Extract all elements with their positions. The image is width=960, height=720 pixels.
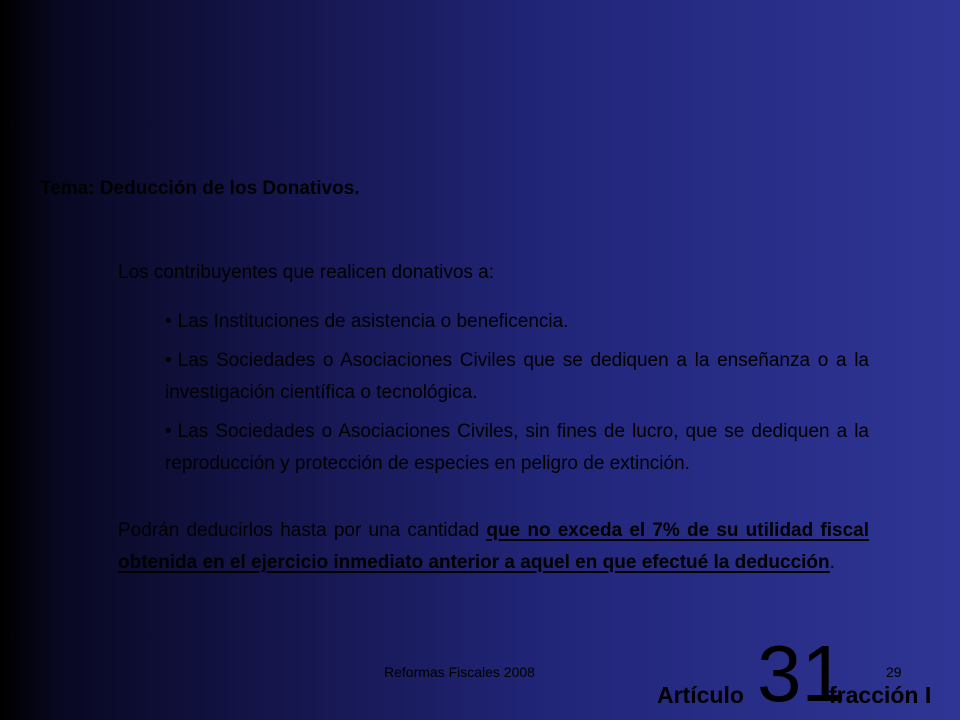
conclusion-highlight: que no exceda el 7% de su utilidad fiscal obtenida en el ejercicio inmediato anterior a aquel en que efectué la deducción (118, 520, 869, 573)
conclusion-tail: . (829, 552, 835, 573)
article-number: 31 (757, 629, 846, 718)
page-number: 29 (886, 664, 902, 680)
bullet-list (165, 306, 869, 487)
bullet-icon: • (165, 350, 172, 371)
bullet-icon: • (165, 421, 172, 442)
article-word: Artículo (657, 682, 744, 708)
list-item (165, 306, 869, 338)
list-item (165, 416, 869, 480)
intro-text: Los contribuyentes que realicen donativos a: (118, 262, 495, 283)
slide-topic: Tema: Deducción de los Donativos. (40, 178, 360, 199)
bullet-text: Las Sociedades o Asociaciones Civiles, sin fines de lucro, que se dediquen a la reproducción y protección de especies en peligro de extinción. (165, 421, 869, 474)
bullet-text: Las Sociedades o Asociaciones Civiles que se dediquen a la enseñanza o a la investigación científica o tecnológica. (165, 350, 869, 403)
article-reference (657, 629, 957, 720)
conclusion-lead: Podrán deducirlos hasta por una cantidad (118, 520, 487, 541)
conclusion-paragraph (118, 515, 869, 579)
bullet-icon: • (165, 311, 172, 332)
article-fraction: fracción I (829, 682, 932, 708)
footer-label: Reformas Fiscales 2008 (384, 664, 535, 680)
bullet-text: Las Instituciones de asistencia o beneficencia. (177, 311, 569, 332)
list-item (165, 345, 869, 409)
